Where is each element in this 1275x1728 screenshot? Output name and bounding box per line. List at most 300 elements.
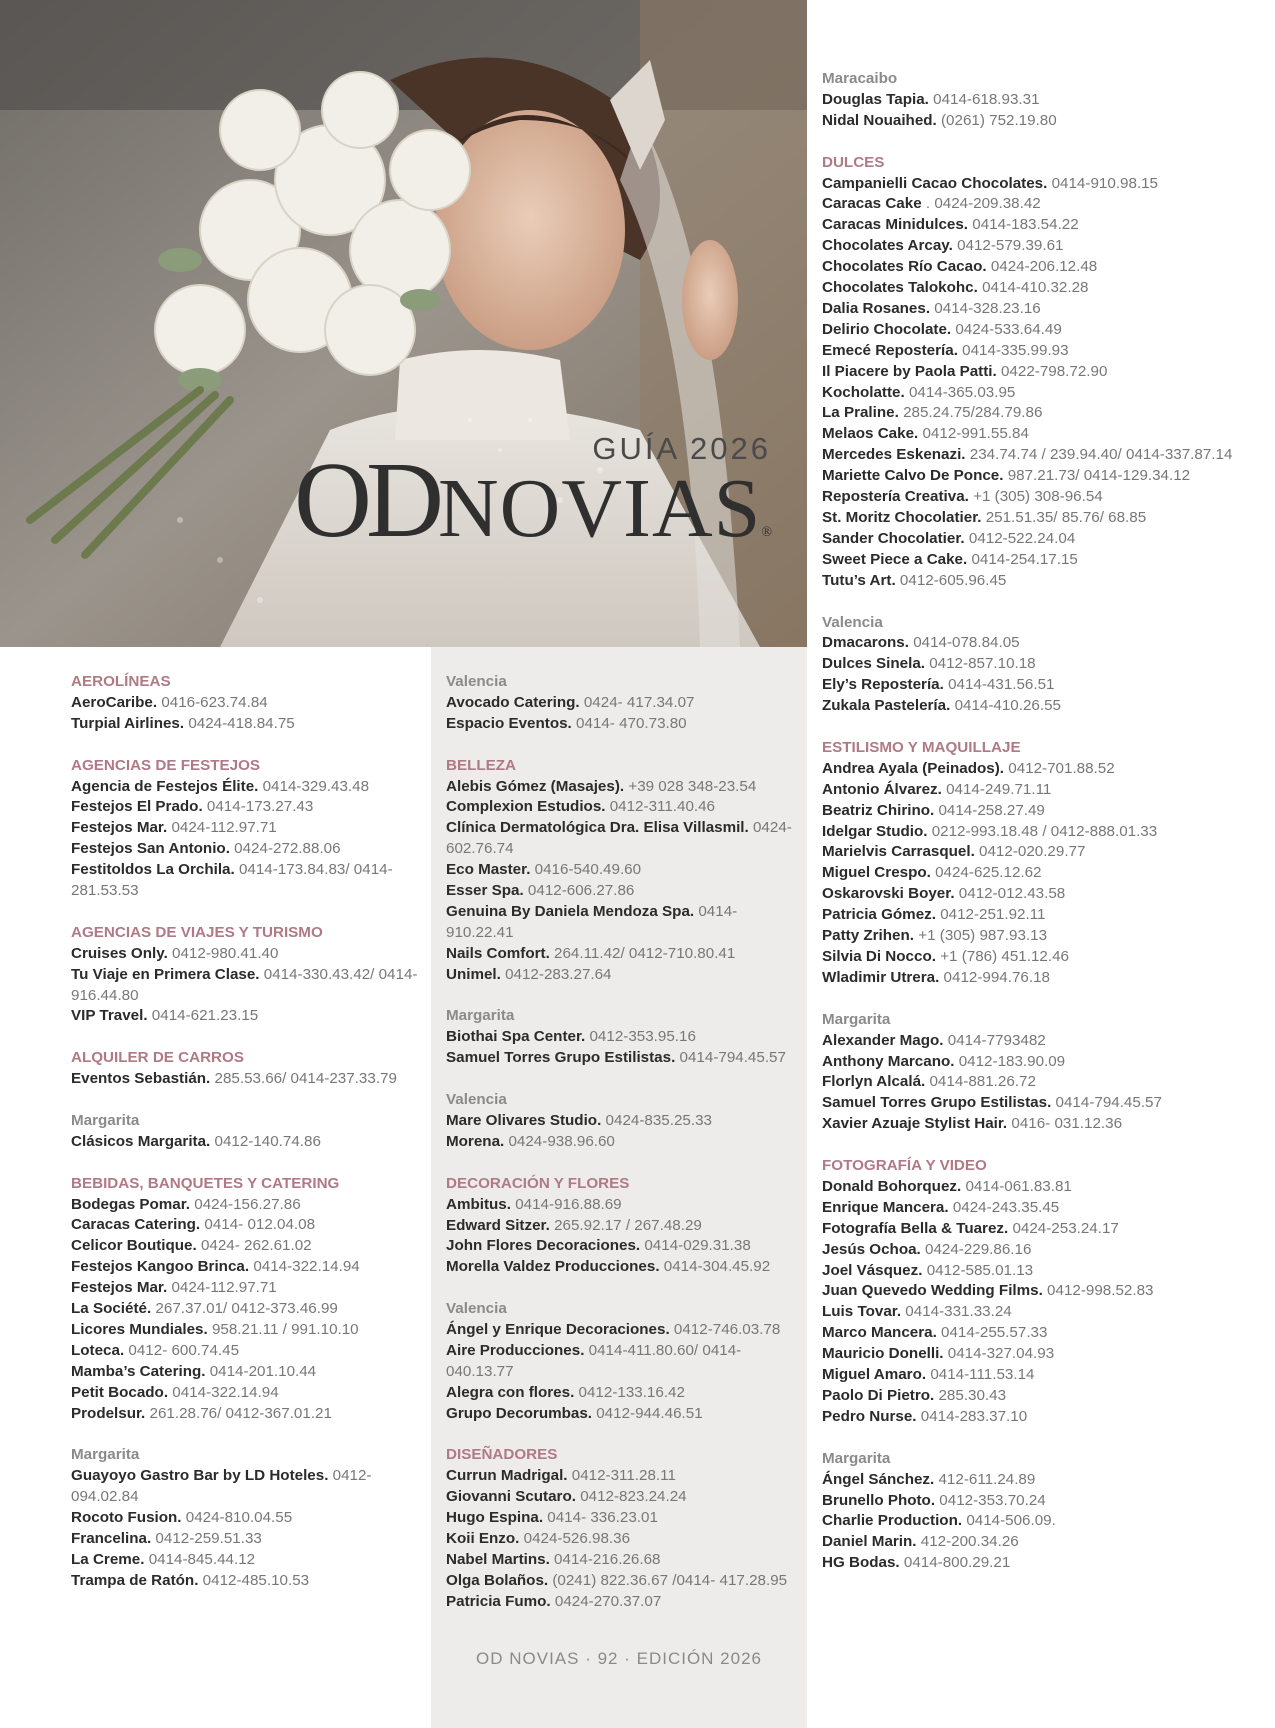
- vendor-phone: 265.92.17 / 267.48.29: [554, 1216, 702, 1234]
- directory-section: [822, 613, 1262, 718]
- vendor-phone: 251.51.35/ 85.76/ 68.85: [985, 509, 1147, 527]
- directory-entry: [446, 1404, 804, 1425]
- directory-entry: [71, 1299, 429, 1320]
- directory-entry: [822, 1323, 1262, 1344]
- directory-entry: [71, 777, 429, 798]
- vendor-phone: 0414-201.10.44: [209, 1362, 317, 1380]
- directory-entry: [822, 383, 1262, 404]
- directory-entry: [822, 1177, 1262, 1198]
- directory-entry: [822, 947, 1262, 968]
- directory-entry: [822, 299, 1262, 320]
- section-heading: FOTOGRAFÍA Y VIDEO: [822, 1157, 987, 1175]
- city-subheading: Margarita: [446, 1007, 515, 1025]
- directory-entry: [446, 1466, 804, 1487]
- vendor-name: Festejos Kangoo Brinca.: [71, 1258, 250, 1276]
- vendor-phone: 0212-993.18.48 / 0412-888.01.33: [931, 822, 1158, 840]
- vendor-name: Tutu’s Art.: [822, 571, 896, 589]
- directory-entry: [71, 1257, 429, 1278]
- directory-entry: [822, 1240, 1262, 1261]
- directory-entry: [446, 693, 804, 714]
- vendor-name: Alegra con flores.: [446, 1383, 575, 1401]
- vendor-name: Repostería Creativa.: [822, 488, 969, 506]
- directory-entry: [822, 1407, 1262, 1428]
- vendor-phone: 0424-526.98.36: [523, 1530, 631, 1548]
- directory-entry: [446, 797, 804, 818]
- section-heading: DULCES: [822, 153, 885, 171]
- directory-entry: [822, 1511, 1262, 1532]
- directory-entry: [446, 1383, 804, 1404]
- vendor-name: Kocholatte.: [822, 383, 905, 401]
- vendor-phone: 0414-794.45.57: [1055, 1094, 1162, 1112]
- vendor-phone: +1 (305) 308-96.54: [973, 488, 1103, 506]
- vendor-phone: +1 (786) 451.12.46: [940, 948, 1069, 966]
- vendor-name: Patricia Gómez.: [822, 906, 936, 924]
- directory-section: [446, 672, 804, 735]
- vendor-phone: (0241) 822.36.67 /0414- 417.28.95: [552, 1571, 788, 1589]
- vendor-name: Enrique Mancera.: [822, 1198, 949, 1216]
- vendor-name: Silvia Di Nocco.: [822, 948, 936, 966]
- vendor-phone: 0412-606.27.86: [527, 882, 635, 900]
- directory-entry: [822, 884, 1262, 905]
- directory-entry: [446, 1132, 804, 1153]
- vendor-phone: 0414-910.22.41: [446, 902, 738, 941]
- directory-entry: [822, 174, 1262, 195]
- vendor-phone: 0414-304.45.92: [663, 1258, 771, 1276]
- vendor-name: Caracas Catering.: [71, 1216, 201, 1234]
- vendor-phone: 0414-800.29.21: [903, 1554, 1011, 1572]
- directory-entry: [822, 633, 1262, 654]
- section-heading: ALQUILER DE CARROS: [71, 1049, 244, 1067]
- vendor-name: Melaos Cake.: [822, 425, 919, 443]
- vendor-name: Petit Bocado.: [71, 1383, 169, 1401]
- vendor-phone: 0424-156.27.86: [194, 1195, 301, 1213]
- vendor-phone: 267.37.01/ 0412-373.46.99: [155, 1300, 338, 1318]
- vendor-phone: 0412-353.95.16: [589, 1028, 696, 1046]
- directory-entry: [446, 965, 804, 986]
- directory-entry: [822, 341, 1262, 362]
- directory-entry: [71, 714, 429, 735]
- vendor-phone: 0414-410.32.28: [982, 279, 1089, 297]
- directory-section: [822, 738, 1262, 989]
- vendor-name: Miguel Crespo.: [822, 864, 931, 882]
- directory-section: [71, 1174, 429, 1425]
- vendor-phone: 0414-845.44.12: [148, 1550, 256, 1568]
- vendor-name: Festejos Mar.: [71, 819, 168, 837]
- directory-section: [822, 69, 1262, 132]
- brand-od: OD: [294, 441, 439, 560]
- directory-entry: [822, 801, 1262, 822]
- vendor-name: Ambitus.: [446, 1195, 511, 1213]
- vendor-phone: 0412-579.39.61: [957, 237, 1064, 255]
- directory-entry: [446, 1571, 804, 1592]
- vendor-name: Dulces Sinela.: [822, 655, 925, 673]
- directory-entry: [446, 818, 804, 860]
- vendor-phone: 0412-605.96.45: [899, 571, 1007, 589]
- vendor-name: Chocolates Río Cacao.: [822, 258, 987, 276]
- vendor-phone: 0414-029.31.38: [644, 1237, 751, 1255]
- directory-entry: [822, 1093, 1262, 1114]
- vendor-name: John Flores Decoraciones.: [446, 1237, 641, 1255]
- vendor-name: Festitoldos La Orchila.: [71, 861, 235, 879]
- vendor-name: Idelgar Studio.: [822, 822, 928, 840]
- vendor-name: Mare Olivares Studio.: [446, 1111, 602, 1129]
- directory-entry: [822, 550, 1262, 571]
- vendor-name: Esser Spa.: [446, 882, 524, 900]
- section-heading: AEROLÍNEAS: [71, 673, 171, 690]
- vendor-phone: 0414-331.33.24: [905, 1303, 1012, 1321]
- directory-entry: [71, 1341, 429, 1362]
- directory-section: [446, 1445, 804, 1612]
- vendor-phone: 0424-206.12.48: [990, 258, 1098, 276]
- vendor-name: Loteca.: [71, 1341, 125, 1359]
- directory-entry: [446, 1111, 804, 1132]
- vendor-phone: 0412-259.51.33: [155, 1530, 262, 1548]
- vendor-phone: 0412-994.76.18: [943, 968, 1050, 986]
- vendor-name: Joel Vásquez.: [822, 1261, 923, 1279]
- vendor-phone: 234.74.74 / 239.94.40/ 0414-337.87.14: [969, 446, 1233, 464]
- directory-entry: [446, 1048, 804, 1069]
- directory-entry: [446, 902, 804, 944]
- vendor-name: Fotografía Bella & Tuarez.: [822, 1219, 1009, 1237]
- vendor-phone: 0414-173.27.43: [206, 798, 314, 816]
- directory-entry: [71, 1006, 429, 1027]
- vendor-name: Donald Bohorquez.: [822, 1177, 962, 1195]
- vendor-phone: 0412-857.10.18: [929, 655, 1036, 673]
- vendor-phone: 0412-020.29.77: [979, 843, 1086, 861]
- vendor-phone: 0424-270.37.07: [554, 1592, 662, 1610]
- city-subheading: Margarita: [822, 1449, 891, 1467]
- vendor-name: Morena.: [446, 1132, 505, 1150]
- vendor-name: La Creme.: [71, 1550, 145, 1568]
- vendor-name: Celicor Boutique.: [71, 1237, 197, 1255]
- vendor-name: Licores Mundiales.: [71, 1321, 208, 1339]
- directory-entry: [822, 508, 1262, 529]
- directory-entry: [822, 257, 1262, 278]
- directory-section: [822, 1156, 1262, 1428]
- vendor-name: Antonio Álvarez.: [822, 780, 942, 798]
- directory-entry: [822, 111, 1262, 132]
- directory-entry: [822, 215, 1262, 236]
- vendor-phone: 261.28.76/ 0412-367.01.21: [149, 1404, 332, 1422]
- directory-entry: [446, 1550, 804, 1571]
- section-heading: AGENCIAS DE FESTEJOS: [71, 756, 261, 774]
- directory-entry: [71, 1466, 429, 1508]
- vendor-phone: 0414-621.23.15: [151, 1007, 259, 1025]
- vendor-phone: 0414-061.83.81: [965, 1177, 1072, 1195]
- directory-entry: [822, 842, 1262, 863]
- vendor-phone: 0414-916.88.69: [515, 1195, 622, 1213]
- vendor-phone: 0424-253.24.17: [1012, 1219, 1119, 1237]
- vendor-name: Nidal Nouaihed.: [822, 111, 937, 129]
- vendor-phone: 0414- 470.73.80: [576, 714, 687, 732]
- vendor-phone: 285.53.66/ 0414-237.33.79: [214, 1070, 397, 1088]
- vendor-name: Prodelsur.: [71, 1404, 146, 1422]
- directory-entry: [822, 424, 1262, 445]
- directory-entry: [446, 881, 804, 902]
- vendor-name: La Société.: [71, 1300, 152, 1318]
- directory-entry: [822, 1198, 1262, 1219]
- city-subheading: Valencia: [822, 613, 883, 631]
- vendor-name: Grupo Decorumbas.: [446, 1404, 592, 1422]
- directory-entry: [446, 1027, 804, 1048]
- vendor-name: Guayoyo Gastro Bar by LD Hoteles.: [71, 1467, 329, 1485]
- vendor-phone: 412-611.24.89: [938, 1470, 1036, 1488]
- vendor-phone: 0416-623.74.84: [161, 693, 268, 711]
- vendor-name: Avocado Catering.: [446, 693, 580, 711]
- page-footer: OD NOVIAS · 92 · EDICIÓN 2026: [476, 1649, 762, 1668]
- directory-entry: [71, 1383, 429, 1404]
- vendor-name: Festejos San Antonio.: [71, 840, 230, 858]
- vendor-name: Rocoto Fusion.: [71, 1509, 182, 1527]
- directory-column-1: [71, 672, 429, 1613]
- directory-entry: [822, 675, 1262, 696]
- directory-section: [822, 1449, 1262, 1574]
- vendor-phone: 0412-251.92.11: [940, 906, 1046, 924]
- vendor-phone: 0414-618.93.31: [933, 90, 1040, 108]
- vendor-name: St. Moritz Chocolatier.: [822, 509, 982, 527]
- directory-entry: [822, 1553, 1262, 1574]
- vendor-phone: 0414-335.99.93: [962, 341, 1069, 359]
- vendor-name: Emecé Repostería.: [822, 341, 958, 359]
- directory-entry: [822, 445, 1262, 466]
- directory-entry: [822, 926, 1262, 947]
- vendor-name: Ángel y Enrique Decoraciones.: [446, 1321, 670, 1339]
- vendor-name: Currun Madrigal.: [446, 1467, 568, 1485]
- vendor-name: Chocolates Arcay.: [822, 237, 953, 255]
- vendor-name: Caracas Cake: [822, 195, 922, 213]
- directory-column-3: [822, 69, 1262, 1595]
- vendor-phone: 0414-327.04.93: [947, 1345, 1055, 1363]
- section-heading: DISEÑADORES: [446, 1446, 558, 1464]
- vendor-name: Dmacarons.: [822, 634, 909, 652]
- directory-entry: [446, 1216, 804, 1237]
- vendor-name: VIP Travel.: [71, 1007, 148, 1025]
- vendor-name: Patty Zrihen.: [822, 927, 914, 945]
- vendor-name: Charlie Production.: [822, 1512, 963, 1530]
- directory-entry: [71, 1069, 429, 1090]
- vendor-phone: 0412-133.16.42: [578, 1383, 685, 1401]
- directory-entry: [822, 403, 1262, 424]
- vendor-name: Complexion Estudios.: [446, 798, 606, 816]
- vendor-name: Caracas Minidulces.: [822, 216, 969, 234]
- vendor-name: Paolo Di Pietro.: [822, 1387, 935, 1405]
- vendor-phone: 0414-254.17.15: [971, 550, 1078, 568]
- vendor-name: Francelina.: [71, 1530, 152, 1548]
- vendor-phone: 0424-229.86.16: [925, 1240, 1032, 1258]
- vendor-phone: 0414-7793482: [947, 1031, 1046, 1049]
- vendor-phone: 0412-944.46.51: [596, 1404, 703, 1422]
- vendor-phone: 0424-418.84.75: [188, 714, 295, 732]
- directory-entry: [822, 1281, 1262, 1302]
- directory-entry: [822, 1031, 1262, 1052]
- directory-section: [71, 1048, 429, 1090]
- vendor-phone: 0424-602.76.74: [446, 819, 792, 858]
- vendor-phone: 0424-243.35.45: [952, 1198, 1060, 1216]
- vendor-phone: 0414-216.26.68: [554, 1550, 661, 1568]
- vendor-name: Oskarovski Boyer.: [822, 885, 955, 903]
- directory-entry: [446, 714, 804, 735]
- vendor-phone: 0412-991.55.84: [922, 425, 1029, 443]
- directory-entry: [71, 1362, 429, 1383]
- vendor-phone: 0414-431.56.51: [948, 676, 1055, 694]
- vendor-name: Florlyn Alcalá.: [822, 1073, 926, 1091]
- vendor-name: Aire Producciones.: [446, 1341, 585, 1359]
- directory-section: [446, 1006, 804, 1069]
- vendor-name: Genuina By Daniela Mendoza Spa.: [446, 902, 695, 920]
- vendor-phone: 0414-255.57.33: [941, 1324, 1048, 1342]
- vendor-name: Wladimir Utrera.: [822, 968, 940, 986]
- city-subheading: Valencia: [446, 673, 507, 690]
- vendor-name: Eco Master.: [446, 861, 531, 879]
- vendor-name: Olga Bolaños.: [446, 1571, 549, 1589]
- vendor-phone: 0414-078.84.05: [913, 634, 1020, 652]
- vendor-phone: +39 028 348-23.54: [628, 777, 757, 795]
- vendor-phone: 0412-183.90.09: [958, 1052, 1066, 1070]
- vendor-name: Turpial Airlines.: [71, 714, 185, 732]
- vendor-phone: 0424-810.04.55: [185, 1509, 293, 1527]
- directory-entry: [822, 1072, 1262, 1093]
- city-subheading: Valencia: [446, 1300, 507, 1318]
- vendor-phone: 0414-330.43.42/ 0414-916.44.80: [71, 965, 418, 1004]
- section-heading: AGENCIAS DE VIAJES Y TURISMO: [71, 923, 323, 941]
- directory-section: [71, 756, 429, 902]
- vendor-name: Bodegas Pomar.: [71, 1195, 191, 1213]
- vendor-name: Koii Enzo.: [446, 1530, 520, 1548]
- directory-entry: [822, 1052, 1262, 1073]
- directory-entry: [822, 362, 1262, 383]
- directory-entry: [446, 1257, 804, 1278]
- vendor-phone: 0412-485.10.53: [202, 1571, 310, 1589]
- vendor-phone: 0424- 262.61.02: [200, 1237, 312, 1255]
- vendor-name: Daniel Marin.: [822, 1533, 917, 1551]
- directory-entry: [822, 822, 1262, 843]
- vendor-name: Nails Comfort.: [446, 944, 550, 962]
- vendor-name: Hugo Espina.: [446, 1509, 544, 1527]
- directory-section: [446, 1174, 804, 1279]
- directory-entry: [822, 466, 1262, 487]
- directory-entry: [822, 529, 1262, 550]
- vendor-name: Morella Valdez Producciones.: [446, 1258, 660, 1276]
- vendor-phone: 0412-311.28.11: [571, 1467, 676, 1485]
- vendor-phone: 0412-701.88.52: [1008, 759, 1115, 777]
- vendor-phone: 0416- 031.12.36: [1011, 1115, 1123, 1133]
- directory-entry: [446, 1341, 804, 1383]
- vendor-name: Xavier Azuaje Stylist Hair.: [822, 1115, 1008, 1133]
- vendor-phone: (0261) 752.19.80: [941, 111, 1057, 129]
- vendor-name: Patricia Fumo.: [446, 1592, 551, 1610]
- directory-entry: [822, 236, 1262, 257]
- vendor-phone: 0424-272.88.06: [234, 840, 341, 858]
- directory-section: [71, 1111, 429, 1153]
- vendor-name: Ángel Sánchez.: [822, 1470, 935, 1488]
- directory-entry: [446, 1487, 804, 1508]
- city-subheading: Margarita: [822, 1010, 891, 1028]
- directory-entry: [71, 1508, 429, 1529]
- vendor-phone: 0424-533.64.49: [955, 320, 1062, 338]
- vendor-phone: +1 (305) 987.93.13: [918, 927, 1048, 945]
- directory-section: [71, 1445, 429, 1591]
- vendor-phone: 0414-910.98.15: [1051, 174, 1159, 192]
- vendor-name: Miguel Amaro.: [822, 1366, 927, 1384]
- vendor-name: Zukala Pastelería.: [822, 697, 951, 715]
- directory-entry: [446, 1508, 804, 1529]
- vendor-name: Nabel Martins.: [446, 1550, 550, 1568]
- vendor-phone: 0414-283.37.10: [920, 1407, 1028, 1425]
- directory-entry: [822, 487, 1262, 508]
- directory-entry: [71, 965, 429, 1007]
- directory-entry: [71, 860, 429, 902]
- vendor-phone: 0424-112.97.71: [171, 1279, 277, 1297]
- directory-entry: [822, 905, 1262, 926]
- directory-entry: [822, 1532, 1262, 1553]
- directory-entry: [446, 1195, 804, 1216]
- vendor-name: Clásicos Margarita.: [71, 1132, 211, 1150]
- vendor-phone: 0414-258.27.49: [938, 801, 1045, 819]
- directory-section: [822, 153, 1262, 592]
- vendor-phone: 0424-938.96.60: [508, 1132, 615, 1150]
- vendor-name: Chocolates Talokohc.: [822, 279, 978, 297]
- vendor-name: Clínica Dermatológica Dra. Elisa Villasmil.: [446, 819, 749, 837]
- vendor-phone: 0422-798.72.90: [1000, 362, 1108, 380]
- vendor-phone: 0414-183.54.22: [972, 216, 1079, 234]
- vendor-name: Mariette Calvo De Ponce.: [822, 467, 1004, 485]
- vendor-name: Agencia de Festejos Élite.: [71, 777, 259, 795]
- vendor-name: Tu Viaje en Primera Clase.: [71, 965, 260, 983]
- vendor-name: Samuel Torres Grupo Estilistas.: [446, 1049, 676, 1067]
- vendor-name: Espacio Eventos.: [446, 714, 572, 732]
- vendor-phone: 285.24.75/284.79.86: [903, 404, 1043, 422]
- brand-novias: NOVIAS: [438, 462, 762, 555]
- vendor-name: Sander Chocolatier.: [822, 529, 965, 547]
- directory-section: [71, 672, 429, 735]
- directory-entry: [71, 1132, 429, 1153]
- directory-entry: [822, 696, 1262, 717]
- directory-entry: [822, 194, 1262, 215]
- vendor-phone: 0412-140.74.86: [214, 1132, 321, 1150]
- vendor-phone: 0424-112.97.71: [171, 819, 277, 837]
- directory-entry: [71, 1404, 429, 1425]
- vendor-name: HG Bodas.: [822, 1554, 900, 1572]
- vendor-phone: 0424- 417.34.07: [583, 693, 695, 711]
- vendor-phone: 0412-012.43.58: [958, 885, 1066, 903]
- directory-entry: [71, 839, 429, 860]
- vendor-name: Biothai Spa Center.: [446, 1028, 586, 1046]
- vendor-phone: 264.11.42/ 0412-710.80.41: [554, 944, 736, 962]
- vendor-name: Delirio Chocolate.: [822, 320, 952, 338]
- vendor-name: Marco Mancera.: [822, 1324, 937, 1342]
- vendor-name: Il Piacere by Paola Patti.: [822, 362, 997, 380]
- directory-entry: [822, 1219, 1262, 1240]
- directory-entry: [71, 818, 429, 839]
- vendor-phone: 0412-094.02.84: [71, 1467, 372, 1506]
- directory-entry: [446, 1236, 804, 1257]
- directory-entry: [822, 1365, 1262, 1386]
- vendor-phone: 0412- 600.74.45: [128, 1341, 240, 1359]
- directory-entry: [822, 1261, 1262, 1282]
- vendor-name: Sweet Piece a Cake.: [822, 550, 968, 568]
- vendor-name: Dalia Rosanes.: [822, 299, 931, 317]
- directory-entry: [822, 759, 1262, 780]
- directory-entry: [822, 654, 1262, 675]
- vendor-name: Luis Tovar.: [822, 1303, 902, 1321]
- directory-entry: [71, 1529, 429, 1550]
- vendor-name: Brunello Photo.: [822, 1491, 936, 1509]
- directory-entry: [71, 1195, 429, 1216]
- section-heading: ESTILISMO Y MAQUILLAJE: [822, 738, 1021, 756]
- directory-entry: [822, 320, 1262, 341]
- vendor-phone: 0412-311.40.46: [609, 798, 715, 816]
- vendor-name: Eventos Sebastián.: [71, 1070, 211, 1088]
